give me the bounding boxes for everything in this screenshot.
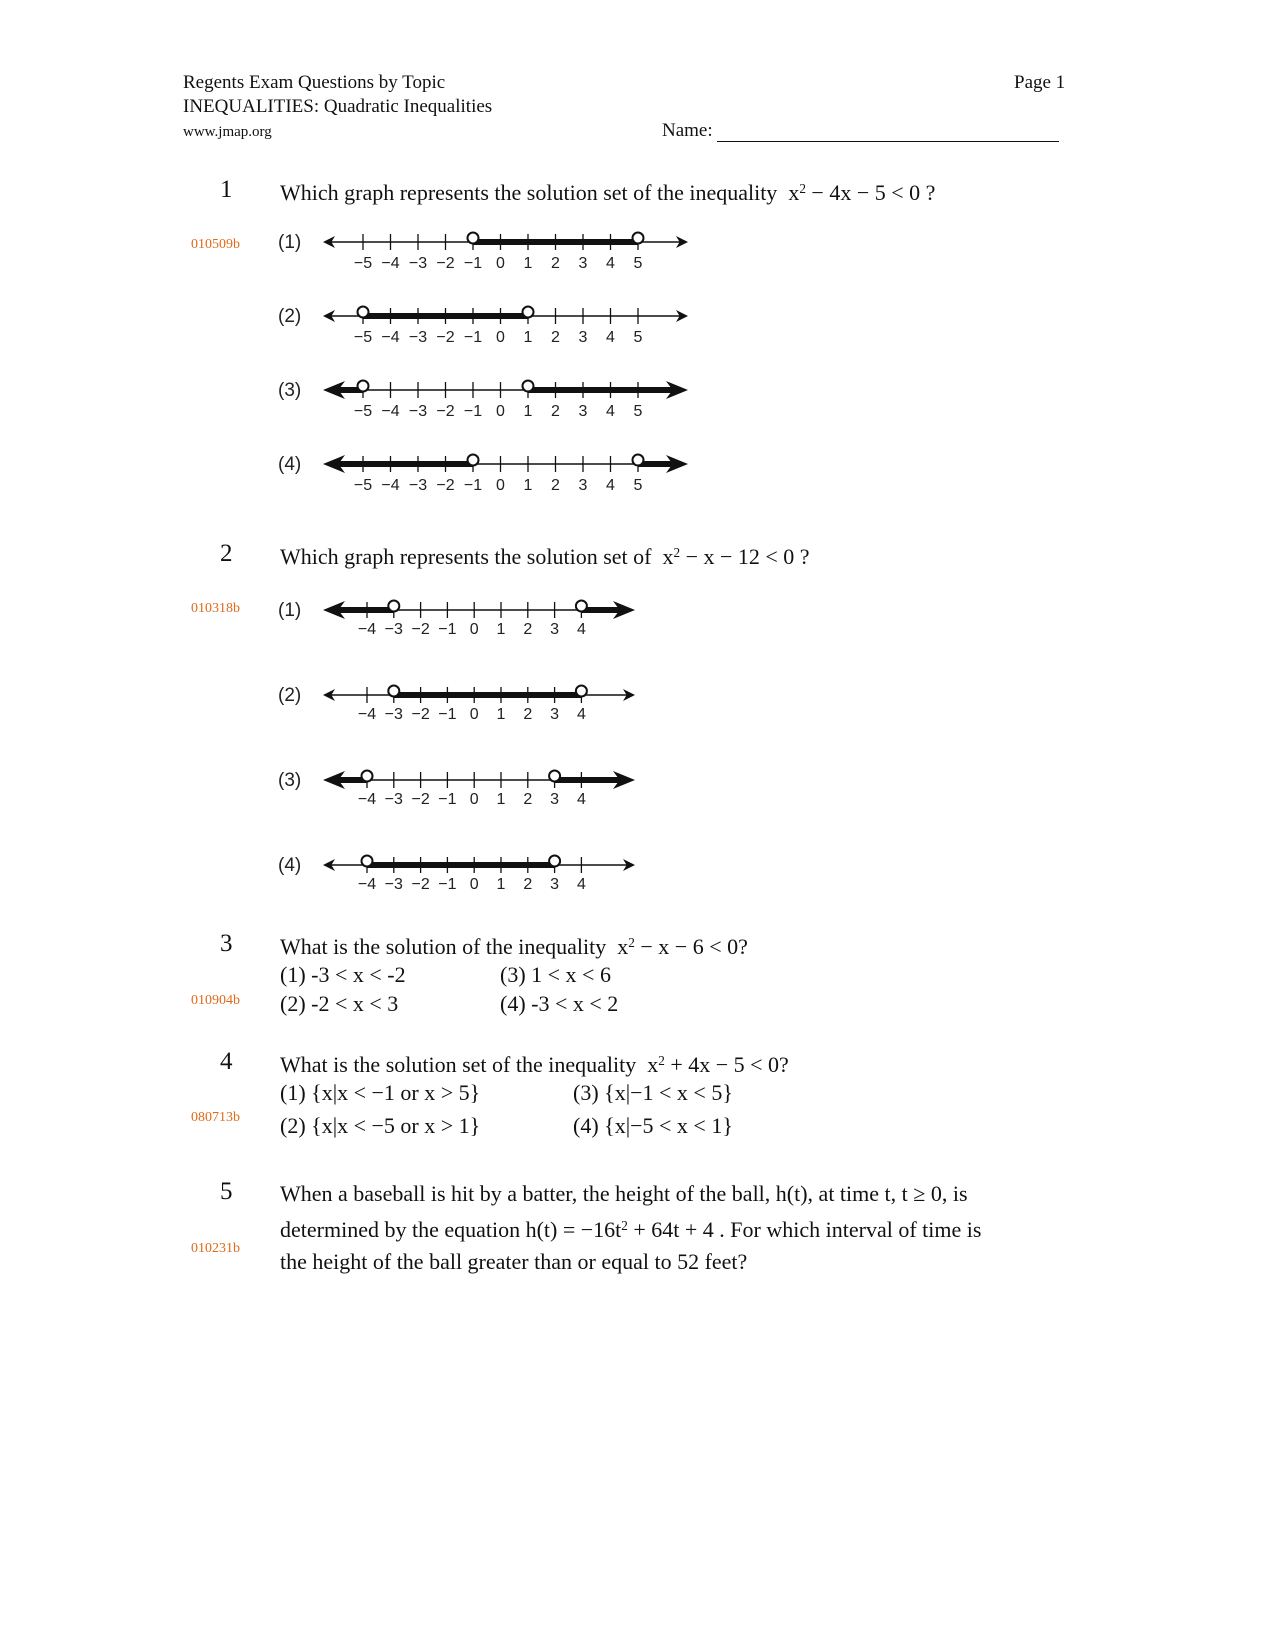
q1-id: 010509b: [191, 237, 240, 252]
q1-choice-2-tick-label: 1: [523, 329, 533, 346]
q1-choice-4-label: (4): [278, 454, 302, 475]
q1-choice-3-open-circle: [523, 381, 534, 392]
q1-choice-4-tick-label: 4: [606, 477, 615, 494]
q1-prompt-text: Which graph represents the solution set of the inequality: [280, 180, 778, 205]
q2-choice-2-tick-label: −1: [438, 706, 457, 723]
q5-line-1: When a baseball is hit by a batter, the height of the ball, h(t), at time t, t ≥ 0, is: [280, 1181, 968, 1206]
q2-choice-1-tick-label: −3: [384, 621, 403, 638]
q1-choice-4-tick-label: 3: [578, 477, 588, 494]
q2-expr-var: x: [662, 544, 674, 569]
q2-choice-2-tick-label: 3: [550, 706, 560, 723]
q4-expr-rest: + 4x − 5 < 0?: [664, 1052, 789, 1077]
q2-choice-1-tick-label: 3: [550, 621, 560, 638]
q1-choice-1-tick-label: −4: [381, 255, 400, 272]
q2-choice-1-tick-label: 1: [496, 621, 506, 638]
q1-number: 1: [220, 176, 233, 203]
q2-choice-4-label: (4): [278, 855, 302, 876]
q2-choice-3-tick-label: −4: [357, 791, 377, 808]
q2-choice-1-tick-label: −1: [438, 621, 457, 638]
q2-choice-1-tick-label: 0: [469, 621, 479, 638]
q2-choice-2-tick-label: 0: [469, 706, 479, 723]
q1-choice-3-tick-label: 2: [551, 403, 560, 420]
header-topic: INEQUALITIES: Quadratic Inequalities: [183, 96, 493, 117]
q1-prompt: [280, 180, 935, 206]
q4-expr-var: x: [647, 1052, 659, 1077]
q2-choice-3-tick-label: 3: [550, 791, 560, 808]
q2-choice-4-tick-label: 2: [523, 876, 533, 893]
q4-choice-4: (4) {x|−5 < x < 1}: [573, 1113, 733, 1138]
q1-expr-rest: − 4x − 5 < 0 ?: [805, 180, 936, 205]
q4-choice-1: (1) {x|x < −1 or x > 5}: [280, 1080, 481, 1105]
q1-choice-3-tick-label: 1: [523, 403, 533, 420]
q1-choice-1-tick-label: −1: [463, 255, 483, 272]
q1-choice-3-tick-label: 5: [633, 403, 643, 420]
q1-choice-1-tick-label: 5: [633, 255, 643, 272]
q1-choice-3-tick-label: 4: [606, 403, 615, 420]
q5-line-2b: + 64t + 4 . For which interval of time is: [627, 1217, 982, 1242]
q1-choice-3-open-circle: [358, 381, 369, 392]
q2-choice-4-tick-label: −3: [384, 876, 403, 893]
q1-choice-2-open-circle: [523, 307, 534, 318]
q2-choice-1-open-circle: [576, 601, 587, 612]
q2-choice-2-open-circle: [576, 686, 587, 697]
q2-choice-3-tick-label: 2: [523, 791, 533, 808]
q1-expr-sup: 2: [799, 180, 806, 196]
q1-choice-3-tick-label: −3: [408, 403, 428, 420]
q1-choice-1-tick-label: 2: [551, 255, 560, 272]
q3-prompt: [280, 934, 748, 960]
q2-choice-3-tick-label: 1: [496, 791, 506, 808]
header-site: www.jmap.org: [183, 124, 272, 140]
q4-prompt: [280, 1052, 789, 1078]
q1-choice-1-open-circle: [468, 233, 479, 244]
q1-choice-3-tick-label: −4: [381, 403, 400, 420]
q2-choice-4-tick-label: −4: [357, 876, 377, 893]
q3-prompt-text: What is the solution of the inequality: [280, 934, 607, 959]
q5-number: 5: [220, 1178, 233, 1205]
q1-choice-4-tick-label: 0: [496, 477, 505, 494]
q2-prompt-text: Which graph represents the solution set of: [280, 544, 652, 569]
q2-choice-4-open-circle: [549, 856, 560, 867]
q1-choice-4-tick-label: −1: [463, 477, 483, 494]
q2-graphs: [278, 590, 658, 915]
q2-choice-3-tick-label: −2: [411, 791, 430, 808]
q1-choice-4-tick-label: 1: [523, 477, 533, 494]
q1-graphs: [278, 226, 718, 521]
q1-choice-4-tick-label: −2: [436, 477, 455, 494]
q2-prompt: [280, 544, 810, 570]
q2-choice-4-tick-label: 1: [496, 876, 506, 893]
q1-choice-2-tick-label: 3: [578, 329, 588, 346]
q1-choice-3-tick-label: −1: [463, 403, 483, 420]
q2-choice-3-tick-label: −3: [384, 791, 403, 808]
q3-id: 010904b: [191, 993, 240, 1008]
name-label: Name:: [662, 120, 713, 141]
q1-choice-1-tick-label: −3: [408, 255, 428, 272]
q2-choice-4-open-circle: [362, 856, 373, 867]
q1-choice-3-tick-label: −2: [436, 403, 455, 420]
q4-expr-sup: 2: [658, 1052, 665, 1068]
q1-choice-2-tick-label: 0: [496, 329, 505, 346]
q2-choice-4-tick-label: −2: [411, 876, 430, 893]
q1-choice-4-tick-label: 5: [633, 477, 643, 494]
q1-choice-1-tick-label: 3: [578, 255, 588, 272]
q1-choice-2-tick-label: 4: [606, 329, 615, 346]
q3-choice-3: (3) 1 < x < 6: [500, 962, 611, 987]
q1-choice-2-tick-label: −2: [436, 329, 455, 346]
q3-choice-1: (1) -3 < x < -2: [280, 962, 406, 987]
q2-choice-2-tick-label: −2: [411, 706, 430, 723]
q1-choice-1-tick-label: −5: [353, 255, 373, 272]
q3-expr-var: x: [617, 934, 629, 959]
q1-choice-3-tick-label: 3: [578, 403, 588, 420]
q2-number-lines: [278, 590, 658, 910]
q2-choice-2-open-circle: [388, 686, 399, 697]
q5-line-2a: determined by the equation h(t) = −16t: [280, 1217, 622, 1242]
q1-choice-2-tick-label: −3: [408, 329, 428, 346]
q2-choice-4-tick-label: 4: [576, 876, 586, 893]
name-field: [662, 120, 1059, 142]
q2-number: 2: [220, 540, 233, 567]
q1-choice-1-tick-label: 4: [606, 255, 615, 272]
q1-choice-4-tick-label: −4: [381, 477, 400, 494]
q4-choice-2: (2) {x|x < −5 or x > 1}: [280, 1113, 481, 1138]
q1-choice-2-open-circle: [358, 307, 369, 318]
q2-choice-4-tick-label: −1: [438, 876, 457, 893]
q2-choice-3-tick-label: −1: [438, 791, 457, 808]
q2-id: 010318b: [191, 601, 240, 616]
q2-choice-3-open-circle: [549, 771, 560, 782]
q3-number: 3: [220, 930, 233, 957]
q5-line-2-sup: 2: [621, 1217, 628, 1233]
q1-choice-2-tick-label: −4: [381, 329, 400, 346]
q4-prompt-text: What is the solution set of the inequality: [280, 1052, 637, 1077]
q2-choice-3-open-circle: [362, 771, 373, 782]
q2-choice-2-tick-label: −3: [384, 706, 403, 723]
q2-choice-1-tick-label: −2: [411, 621, 430, 638]
q2-choice-3-tick-label: 0: [469, 791, 479, 808]
q2-choice-3-label: (3): [278, 770, 302, 791]
q1-choice-2-tick-label: −5: [353, 329, 373, 346]
q1-choice-1-open-circle: [633, 233, 644, 244]
q2-expr-sup: 2: [673, 544, 681, 560]
q4-choice-3: (3) {x|−1 < x < 5}: [573, 1080, 733, 1105]
q5-id: 010231b: [191, 1241, 240, 1256]
page-number: Page 1: [1014, 72, 1066, 93]
q1-choice-4-open-circle: [468, 455, 479, 466]
q2-choice-3-tick-label: 4: [576, 791, 586, 808]
q1-choice-3-tick-label: −5: [353, 403, 373, 420]
q1-choice-3-tick-label: 0: [496, 403, 505, 420]
q2-choice-2-tick-label: 1: [496, 706, 506, 723]
q1-choice-1-tick-label: −2: [436, 255, 455, 272]
q1-choice-4-tick-label: −5: [353, 477, 373, 494]
q1-choice-1-tick-label: 0: [496, 255, 505, 272]
q1-choice-2-tick-label: 2: [551, 329, 560, 346]
q4-id: 080713b: [191, 1110, 240, 1125]
q1-choice-4-tick-label: 2: [551, 477, 560, 494]
q2-choice-2-tick-label: 2: [523, 706, 533, 723]
q2-choice-2-tick-label: −4: [357, 706, 377, 723]
q5-line-2: [280, 1217, 981, 1243]
q3-expr-rest: − x − 6 < 0?: [634, 934, 748, 959]
header-title: Regents Exam Questions by Topic: [183, 72, 446, 93]
q2-choice-4-tick-label: 0: [469, 876, 479, 893]
q2-choice-2-label: (2): [278, 685, 302, 706]
q1-choice-1-tick-label: 1: [523, 255, 533, 272]
q2-choice-1-tick-label: 2: [523, 621, 533, 638]
q2-choice-1-tick-label: −4: [357, 621, 377, 638]
q1-choice-2-label: (2): [278, 306, 302, 327]
q1-number-lines: [278, 226, 718, 516]
q1-choice-4-open-circle: [633, 455, 644, 466]
q1-choice-2-tick-label: −1: [463, 329, 483, 346]
q1-choice-4-tick-label: −3: [408, 477, 428, 494]
q1-expr-var: x: [788, 180, 800, 205]
q2-choice-4-tick-label: 3: [550, 876, 560, 893]
q3-choice-4: (4) -3 < x < 2: [500, 991, 619, 1016]
q3-choice-2: (2) -2 < x < 3: [280, 991, 399, 1016]
q2-choice-1-label: (1): [278, 600, 302, 621]
q2-choice-2-tick-label: 4: [576, 706, 586, 723]
q1-choice-1-label: (1): [278, 232, 302, 253]
q3-expr-sup: 2: [628, 934, 635, 950]
q2-choice-1-open-circle: [388, 601, 399, 612]
name-line: [717, 123, 1059, 142]
q4-number: 4: [220, 1048, 233, 1075]
q5-line-3: the height of the ball greater than or equal to 52 feet?: [280, 1249, 748, 1274]
q2-expr-rest: − x − 12 < 0 ?: [680, 544, 810, 569]
q1-choice-2-tick-label: 5: [633, 329, 643, 346]
q1-choice-3-label: (3): [278, 380, 302, 401]
q2-choice-1-tick-label: 4: [576, 621, 586, 638]
